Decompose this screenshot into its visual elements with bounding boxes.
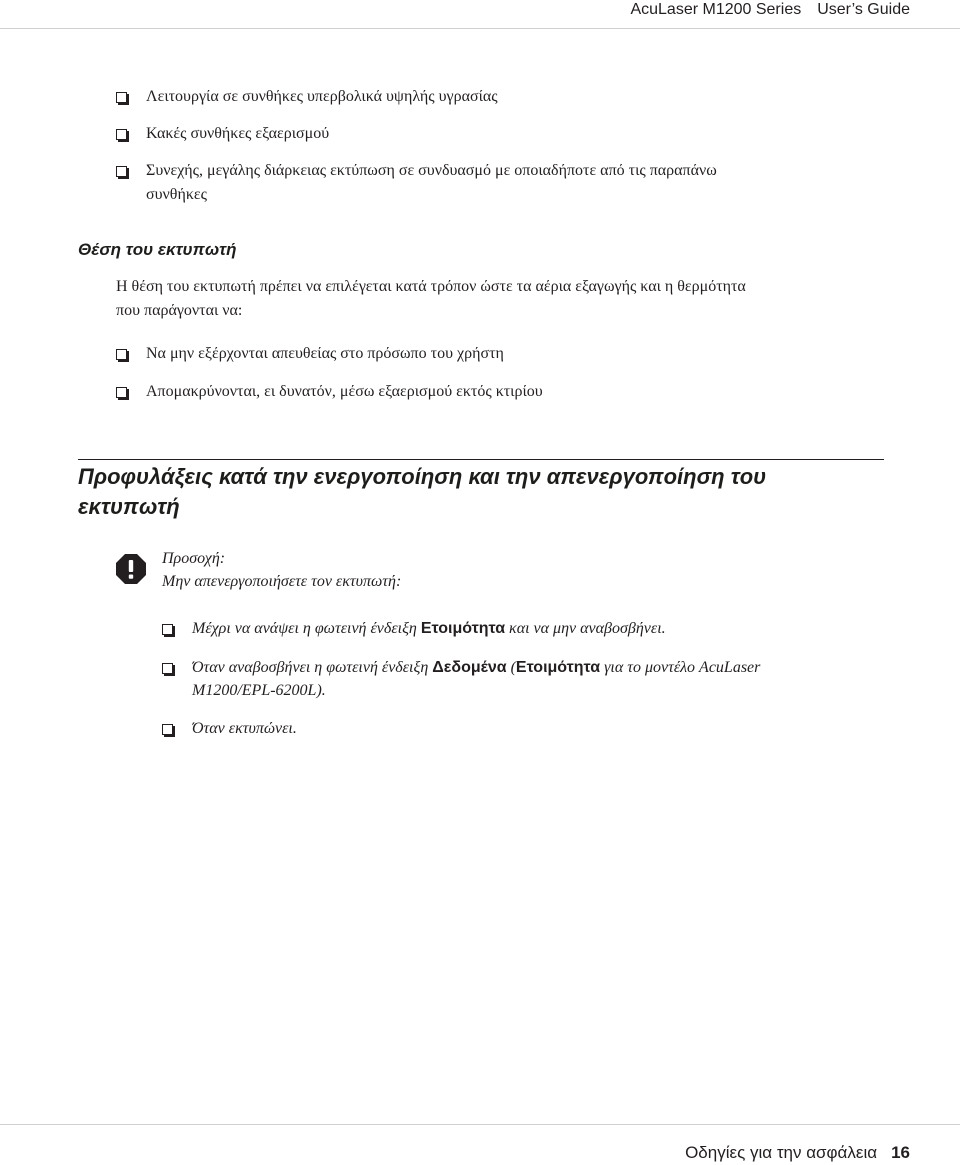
list-item-continuation: συνθήκες	[146, 186, 207, 203]
caution-item-text: και να μην αναβοσβήνει.	[509, 620, 666, 637]
bullet-box-icon	[116, 129, 127, 140]
list-item: Απομακρύνονται, ει δυνατόν, μέσω εξαερισμού εκτός κτιρίου	[146, 383, 543, 400]
section-rule	[78, 459, 884, 460]
list-item	[192, 657, 760, 679]
caution-item-text: Όταν αναβοσβήνει η φωτεινή ένδειξη	[192, 659, 429, 676]
ready-light-name: Ετοιμότητα	[420, 620, 506, 637]
paren-open: (	[510, 659, 516, 676]
footer-section: Οδηγίες για την ασφάλεια	[685, 1143, 878, 1162]
caution-intro: Μην απενεργοποιήσετε τον εκτυπωτή:	[162, 573, 402, 590]
caution-item-text: Μέχρι να ανάψει η φωτεινή ένδειξη	[192, 620, 417, 637]
header-text	[630, 0, 910, 20]
footer-rule	[0, 1124, 960, 1125]
list-item: Όταν εκτυπώνει.	[192, 720, 297, 737]
header-guide: User’s Guide	[817, 1, 910, 18]
header-rule	[0, 28, 960, 29]
caution-item-text: για το μοντέλο AcuLaser	[604, 659, 761, 676]
list-item: Κακές συνθήκες εξαερισμού	[146, 125, 330, 142]
bullet-box-icon	[116, 166, 127, 177]
bullet-box-icon	[116, 92, 127, 103]
bullet-box-icon	[162, 724, 173, 735]
section-title-line: εκτυπωτή	[78, 494, 180, 519]
page-header	[0, 0, 960, 24]
list-item: Συνεχής, μεγάλης διάρκειας εκτύπωση σε συνδυασμό με οποιαδήποτε από τις παραπάνω	[146, 162, 717, 179]
caution-icon	[116, 554, 146, 584]
bullet-box-icon	[162, 663, 173, 674]
section-title-line: Προφυλάξεις κατά την ενεργοποίηση και την απενεργοποίηση του	[78, 464, 767, 489]
list-item-continuation: M1200/EPL-6200L).	[192, 682, 326, 699]
list-item: Λειτουργία σε συνθήκες υπερβολικά υψηλής υγρασίας	[146, 88, 498, 105]
data-light-name: Δεδομένα	[432, 659, 507, 676]
bullet-box-icon	[162, 624, 173, 635]
page-footer	[685, 1142, 910, 1164]
subsection-heading: Θέση του εκτυπωτή	[78, 240, 237, 259]
ready-light-name: Ετοιμότητα	[515, 659, 601, 676]
bullet-box-icon	[116, 349, 127, 360]
page-number: 16	[891, 1143, 910, 1162]
caution-label: Προσοχή:	[162, 550, 226, 567]
section-title	[78, 462, 884, 522]
list-item: Να μην εξέρχονται απευθείας στο πρόσωπο του χρήστη	[146, 345, 504, 362]
bullet-box-icon	[116, 387, 127, 398]
paragraph-line: που παράγονται να:	[116, 302, 243, 319]
paragraph-line: Η θέση του εκτυπωτή πρέπει να επιλέγεται κατά τρόπον ώστε τα αέρια εξαγωγής και η θερμότητα	[116, 278, 746, 295]
header-product: AcuLaser M1200 Series	[630, 1, 802, 18]
list-item	[192, 618, 666, 640]
